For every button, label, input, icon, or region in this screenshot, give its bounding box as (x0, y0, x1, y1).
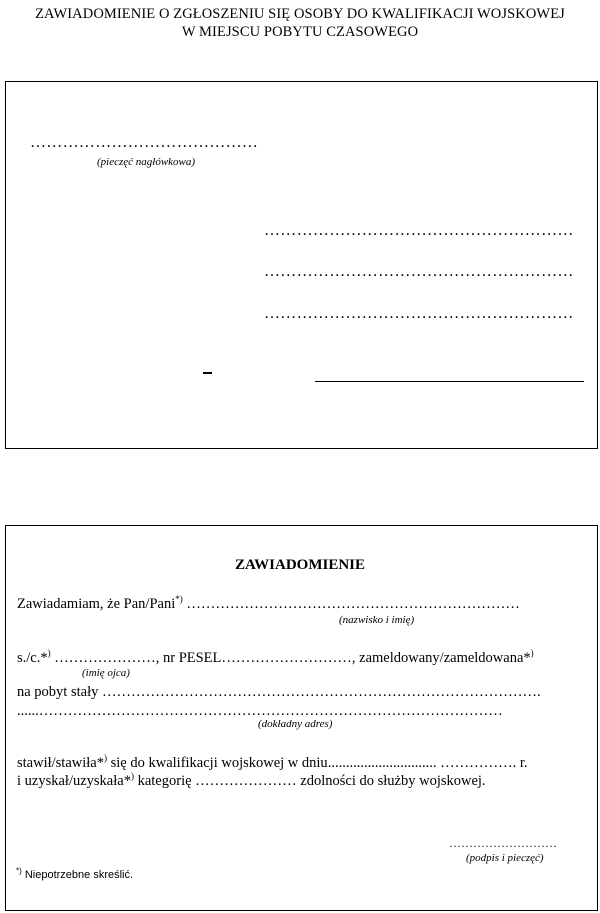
pesel-dotted-field[interactable]: ……………………… (221, 650, 352, 666)
footnote-mark: *) (16, 866, 22, 876)
name-dotted-field[interactable]: …………………………………………………………… (186, 596, 520, 612)
stamp-caption: (pieczęć nagłówkowa) (97, 156, 196, 168)
address-dotted-field-2[interactable]: ......…………………………………………………………………………………… (17, 703, 503, 719)
obtained-label: i uzyskał/uzyskała* (17, 773, 131, 789)
category-label: kategorię (133, 773, 192, 789)
father-name-dotted-field[interactable]: ………………… (54, 650, 156, 666)
address-caption: (dokładny adres) (258, 718, 333, 730)
signature-dotted-field[interactable]: ……………………… (449, 836, 557, 850)
address-dotted-field[interactable]: ………………………………………………………………………………. (101, 684, 541, 700)
notice-line-2 (17, 650, 534, 667)
footnote-ref: ) (530, 648, 534, 659)
footnote-ref: ) (130, 771, 134, 782)
document-title-line-2: W MIEJSCU POBYTU CZASOWEGO (181, 24, 419, 40)
address-line-2[interactable]: ………………………………………………… (264, 263, 574, 280)
notice-line-6 (17, 773, 486, 790)
stamp-dotted-line[interactable]: …………………………………… (30, 134, 259, 151)
address-line-3[interactable]: ………………………………………………… (264, 305, 574, 322)
pesel-label: , nr PESEL (155, 650, 222, 666)
footnote-ref: *) (175, 594, 183, 605)
footnote-ref: ) (104, 753, 107, 764)
address-line-1[interactable]: ………………………………………………… (264, 222, 574, 239)
city-underline[interactable] (315, 381, 584, 382)
name-caption: (nazwisko i imię) (339, 614, 415, 626)
footnote-text: Niepotrzebne skreślić. (24, 869, 134, 881)
registered-label: , zameldowany/zameldowana* (351, 650, 531, 666)
notice-line-1 (17, 596, 520, 613)
document-title-line-1: ZAWIADOMIENIE O ZGŁOSZENIU SIĘ OSOBY DO KWALIFIKACJI WOJSKOWEJ (35, 6, 565, 22)
appeared-label: stawił/stawiła* (17, 755, 104, 771)
qualification-text: się do kwalifikacji wojskowej w dniu (107, 755, 328, 771)
permanent-residence-label: na pobyt stały (17, 684, 99, 700)
footnote (16, 866, 134, 881)
footnote-ref: ) (47, 648, 51, 659)
son-daughter-label: s./c.* (17, 650, 48, 666)
signature-caption: (podpis i pieczęć) (466, 852, 544, 864)
notice-heading: ZAWIADOMIENIE (234, 557, 366, 573)
notice-line-3 (17, 684, 541, 701)
notice-intro-text: Zawiadamiam, że Pan/Pani (17, 596, 176, 612)
notice-line-5 (17, 755, 527, 772)
date-dotted-field[interactable]: .............................. (327, 755, 437, 771)
father-name-caption: (imię ojca) (82, 667, 130, 679)
category-dotted-field[interactable]: ………………… (191, 773, 297, 789)
postal-code-dash (203, 372, 212, 374)
fitness-text: zdolności do służby wojskowej. (296, 773, 486, 789)
year-dotted-field[interactable]: ……………. (436, 755, 517, 771)
year-suffix: r. (516, 755, 528, 771)
